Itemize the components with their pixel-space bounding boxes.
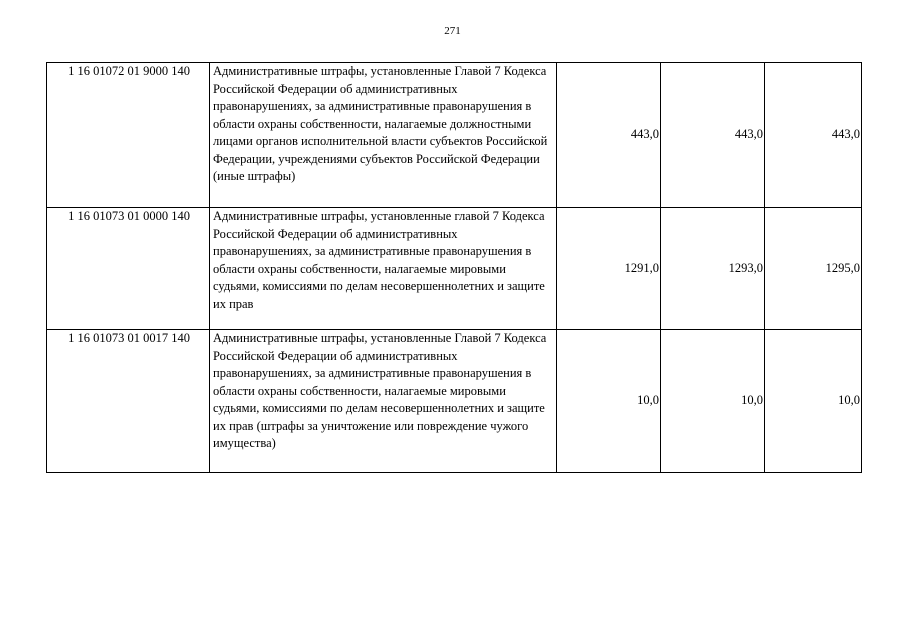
value-year-1-cell: 1291,0 — [557, 208, 661, 330]
revenue-table — [46, 62, 862, 473]
table-row — [47, 330, 862, 473]
value-year-2-cell: 1293,0 — [661, 208, 765, 330]
value-year-3-cell: 1295,0 — [765, 208, 862, 330]
value-year-2-cell: 10,0 — [661, 330, 765, 473]
value-year-1-cell: 10,0 — [557, 330, 661, 473]
budget-code-cell: 1 16 01073 01 0017 140 — [47, 330, 210, 473]
value-year-1-cell: 443,0 — [557, 63, 661, 208]
value-year-2-cell: 443,0 — [661, 63, 765, 208]
value-year-3-cell: 10,0 — [765, 330, 862, 473]
page-number: 271 — [444, 25, 461, 37]
description-cell: Административные штрафы, установленные главой 7 Кодекса Российской Федерации об административных правонарушениях, за административные правонарушения в области охраны собственности, налагаемые мировыми судьями, комиссиями по делам несовершеннолетних и защите их прав — [210, 208, 557, 330]
table-row — [47, 208, 862, 330]
table-row — [47, 63, 862, 208]
description-cell: Административные штрафы, установленные Главой 7 Кодекса Российской Федерации об административных правонарушениях, за административные правонарушения в области охраны собственности, налагаемые мировыми судьями, комиссиями по делам несовершеннолетних и защите их прав (штрафы за уничтожение или повреждение чужого имущества) — [210, 330, 557, 473]
budget-code-cell: 1 16 01072 01 9000 140 — [47, 63, 210, 208]
description-cell: Административные штрафы, установленные Главой 7 Кодекса Российской Федерации об административных правонарушениях, за административные правонарушения в области охраны собственности, налагаемые должностными лицами органов исполнительной власти субъектов Российской Федерации, учреждениями субъектов Российской Федерации (иные штрафы) — [210, 63, 557, 208]
value-year-3-cell: 443,0 — [765, 63, 862, 208]
budget-code-cell: 1 16 01073 01 0000 140 — [47, 208, 210, 330]
